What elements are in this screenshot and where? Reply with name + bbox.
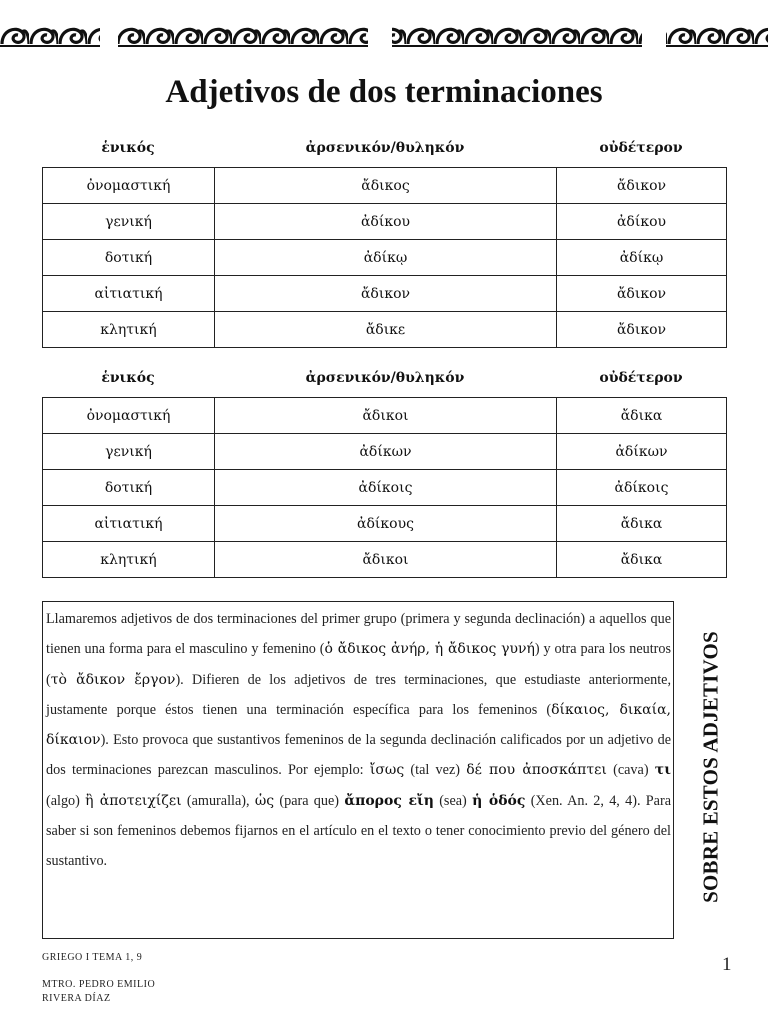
greek-example: ἡ ὁδός xyxy=(472,792,526,809)
table-row xyxy=(43,434,727,470)
header-neuter: οὐδέτερον xyxy=(599,140,683,156)
paragraph-text: (Xen. An. 2, 4, 4). Para saber si son femeninos debemos fijarnos en el artículo en el texto o tener conocimiento previo del género del sustantivo. xyxy=(46,792,671,870)
table-header-plural xyxy=(42,370,726,394)
masc-fem-cell: ἄδικοι xyxy=(215,398,557,434)
case-cell: κλητική xyxy=(43,542,215,578)
table-row xyxy=(43,542,727,578)
side-heading xyxy=(694,604,728,930)
page-number: 1 xyxy=(722,954,732,975)
neuter-cell: ἄδικα xyxy=(557,542,727,578)
paragraph-text: (cava) xyxy=(606,762,655,779)
greek-example: ὡς xyxy=(254,792,275,809)
neuter-cell: ἀδίκῳ xyxy=(557,240,727,276)
table-row xyxy=(43,240,727,276)
header-number: ἑνικός xyxy=(101,140,155,156)
table-header-singular xyxy=(42,140,726,164)
masc-fem-cell: ἀδίκου xyxy=(215,204,557,240)
case-cell: ὀνομαστική xyxy=(43,398,215,434)
table-row xyxy=(43,204,727,240)
table-row xyxy=(43,312,727,348)
footer-author-line2: RIVERA DÍAZ xyxy=(42,993,111,1004)
masc-fem-cell: ἄδικε xyxy=(215,312,557,348)
footer-author-line1: MTRO. PEDRO EMILIO xyxy=(42,979,156,990)
masc-fem-cell: ἀδίκῳ xyxy=(215,240,557,276)
footer-course: GRIEGO I TEMA 1, 9 xyxy=(42,952,143,963)
neuter-cell: ἀδίκων xyxy=(557,434,727,470)
paragraph-text: ). Esto provoca que sustantivos femeninos de la segunda declinación calificados por un adjetivo de dos terminaciones parezcan masculinos. Por ejemplo: xyxy=(46,732,671,779)
case-cell: αἰτιατική xyxy=(43,276,215,312)
greek-example: δέ που ἀποσκάπτει xyxy=(466,762,607,779)
masc-fem-cell: ἄδικον xyxy=(215,276,557,312)
masc-fem-cell: ἄδικοι xyxy=(215,542,557,578)
case-cell: γενική xyxy=(43,434,215,470)
greek-example: ὁ ἄδικος ἀνήρ, ἡ ἄδικος γυνή xyxy=(324,641,535,658)
table-row xyxy=(43,276,727,312)
greek-key-border xyxy=(0,22,768,50)
header-neuter: οὐδέτερον xyxy=(599,370,683,386)
neuter-cell: ἄδικον xyxy=(557,276,727,312)
table-row xyxy=(43,470,727,506)
paragraph-text: Llamaremos adjetivos de dos terminaciones del primer grupo (primera y segunda declinación) a aquellos que tienen una forma para el masculino y femenino ( xyxy=(46,611,671,658)
case-cell: κλητική xyxy=(43,312,215,348)
greek-example: ἄπορος εἴη xyxy=(344,792,434,809)
greek-example: τι xyxy=(654,762,671,779)
table-row xyxy=(43,398,727,434)
neuter-cell: ἄδικα xyxy=(557,398,727,434)
masc-fem-cell: ἀδίκων xyxy=(215,434,557,470)
neuter-cell: ἄδικον xyxy=(557,168,727,204)
case-cell: αἰτιατική xyxy=(43,506,215,542)
case-cell: γενική xyxy=(43,204,215,240)
case-cell: δοτική xyxy=(43,470,215,506)
greek-example: δίκαιος, δικαία, δίκαιον xyxy=(46,701,672,749)
neuter-cell: ἄδικα xyxy=(557,506,727,542)
table-row xyxy=(43,168,727,204)
paragraph-text: (algo) xyxy=(46,792,86,809)
table-row xyxy=(43,506,727,542)
declension-table-plural xyxy=(42,397,727,578)
header-masc-fem: ἀρσενικόν/θυληκόν xyxy=(305,140,465,156)
paragraph-text: (para que) xyxy=(274,792,345,809)
case-cell: δοτική xyxy=(43,240,215,276)
paragraph-text: (tal vez) xyxy=(404,762,467,779)
paragraph-text: (sea) xyxy=(433,792,473,809)
page-title: Adjetivos de dos terminaciones xyxy=(165,74,603,110)
masc-fem-cell: ἄδικος xyxy=(215,168,557,204)
header-masc-fem: ἀρσενικόν/θυληκόν xyxy=(305,370,465,386)
greek-example: τὸ ἄδικον ἔργον xyxy=(50,671,176,688)
paragraph-text: ). Difieren de los adjetivos de tres terminaciones, que estudiaste anteriormente, justamente porque éstos tienen una terminación específica para los femeninos ( xyxy=(46,671,672,718)
explanation-box xyxy=(42,601,674,939)
masc-fem-cell: ἀδίκους xyxy=(215,506,557,542)
neuter-cell: ἄδικον xyxy=(557,312,727,348)
side-heading-text: SOBRE ESTOS ADJETIVOS xyxy=(698,631,723,903)
header-number: ἑνικός xyxy=(101,370,155,386)
declension-table-singular xyxy=(42,167,727,348)
paragraph-text: ) y otra para los neutros ( xyxy=(46,641,671,688)
paragraph-text: (amuralla), xyxy=(181,792,255,809)
greek-example: ἢ ἀποτειχίζει xyxy=(85,792,182,809)
neuter-cell: ἀδίκου xyxy=(557,204,727,240)
masc-fem-cell: ἀδίκοις xyxy=(215,470,557,506)
neuter-cell: ἀδίκοις xyxy=(557,470,727,506)
case-cell: ὀνομαστική xyxy=(43,168,215,204)
greek-example: ἴσως xyxy=(369,762,405,779)
